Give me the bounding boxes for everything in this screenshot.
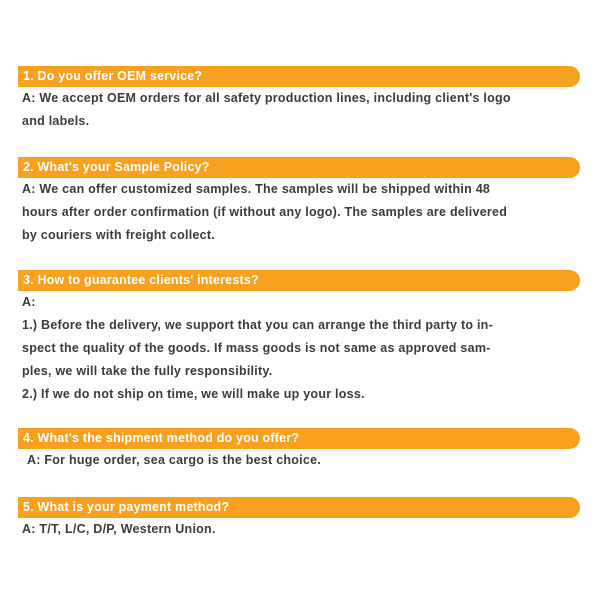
faq-answer-2-line-2: hours after order confirmation (if without any logo). The samples are delivered xyxy=(22,205,508,219)
faq-question-4: 4. What's the shipment method do you offer? xyxy=(18,428,580,449)
faq-answer-1 xyxy=(18,87,580,133)
faq-answer-4-line-1: A: For huge order, sea cargo is the best choice. xyxy=(27,453,322,467)
faq-answer-2-line-1: A: We can offer customized samples. The samples will be shipped within 48 xyxy=(22,182,491,196)
faq-item-shipment xyxy=(18,428,580,472)
faq-answer-1-line-2: and labels. xyxy=(22,114,90,128)
faq-answer-4 xyxy=(18,449,580,472)
faq-answer-3-line-5: 2.) If we do not ship on time, we will make up your loss. xyxy=(22,387,365,401)
faq-answer-3-line-4: ples, we will take the fully responsibility. xyxy=(22,364,273,378)
faq-item-client-interests xyxy=(18,270,580,406)
faq-question-2: 2. What's your Sample Policy? xyxy=(18,157,580,178)
faq-question-3: 3. How to guarantee clients' interests? xyxy=(18,270,580,291)
faq-answer-3-line-2: 1.) Before the delivery, we support that you can arrange the third party to in- xyxy=(22,318,493,332)
faq-question-5: 5. What is your payment method? xyxy=(18,497,580,518)
faq-answer-3-line-3: spect the quality of the goods. If mass goods is not same as approved sam- xyxy=(22,341,491,355)
faq-answer-2 xyxy=(18,178,580,247)
faq-question-1: 1. Do you offer OEM service? xyxy=(18,66,580,87)
faq-item-oem xyxy=(18,66,580,133)
faq-answer-2-line-3: by couriers with freight collect. xyxy=(22,228,216,242)
faq-answer-3 xyxy=(18,291,580,406)
faq-answer-5 xyxy=(18,518,580,541)
faq-item-sample-policy xyxy=(18,157,580,247)
faq-answer-1-line-1: A: We accept OEM orders for all safety production lines, including client's logo xyxy=(22,91,511,105)
faq-item-payment xyxy=(18,497,580,541)
faq-answer-3-line-1: A: xyxy=(22,295,36,309)
faq-answer-5-line-1: A: T/T, L/C, D/P, Western Union. xyxy=(22,522,216,536)
